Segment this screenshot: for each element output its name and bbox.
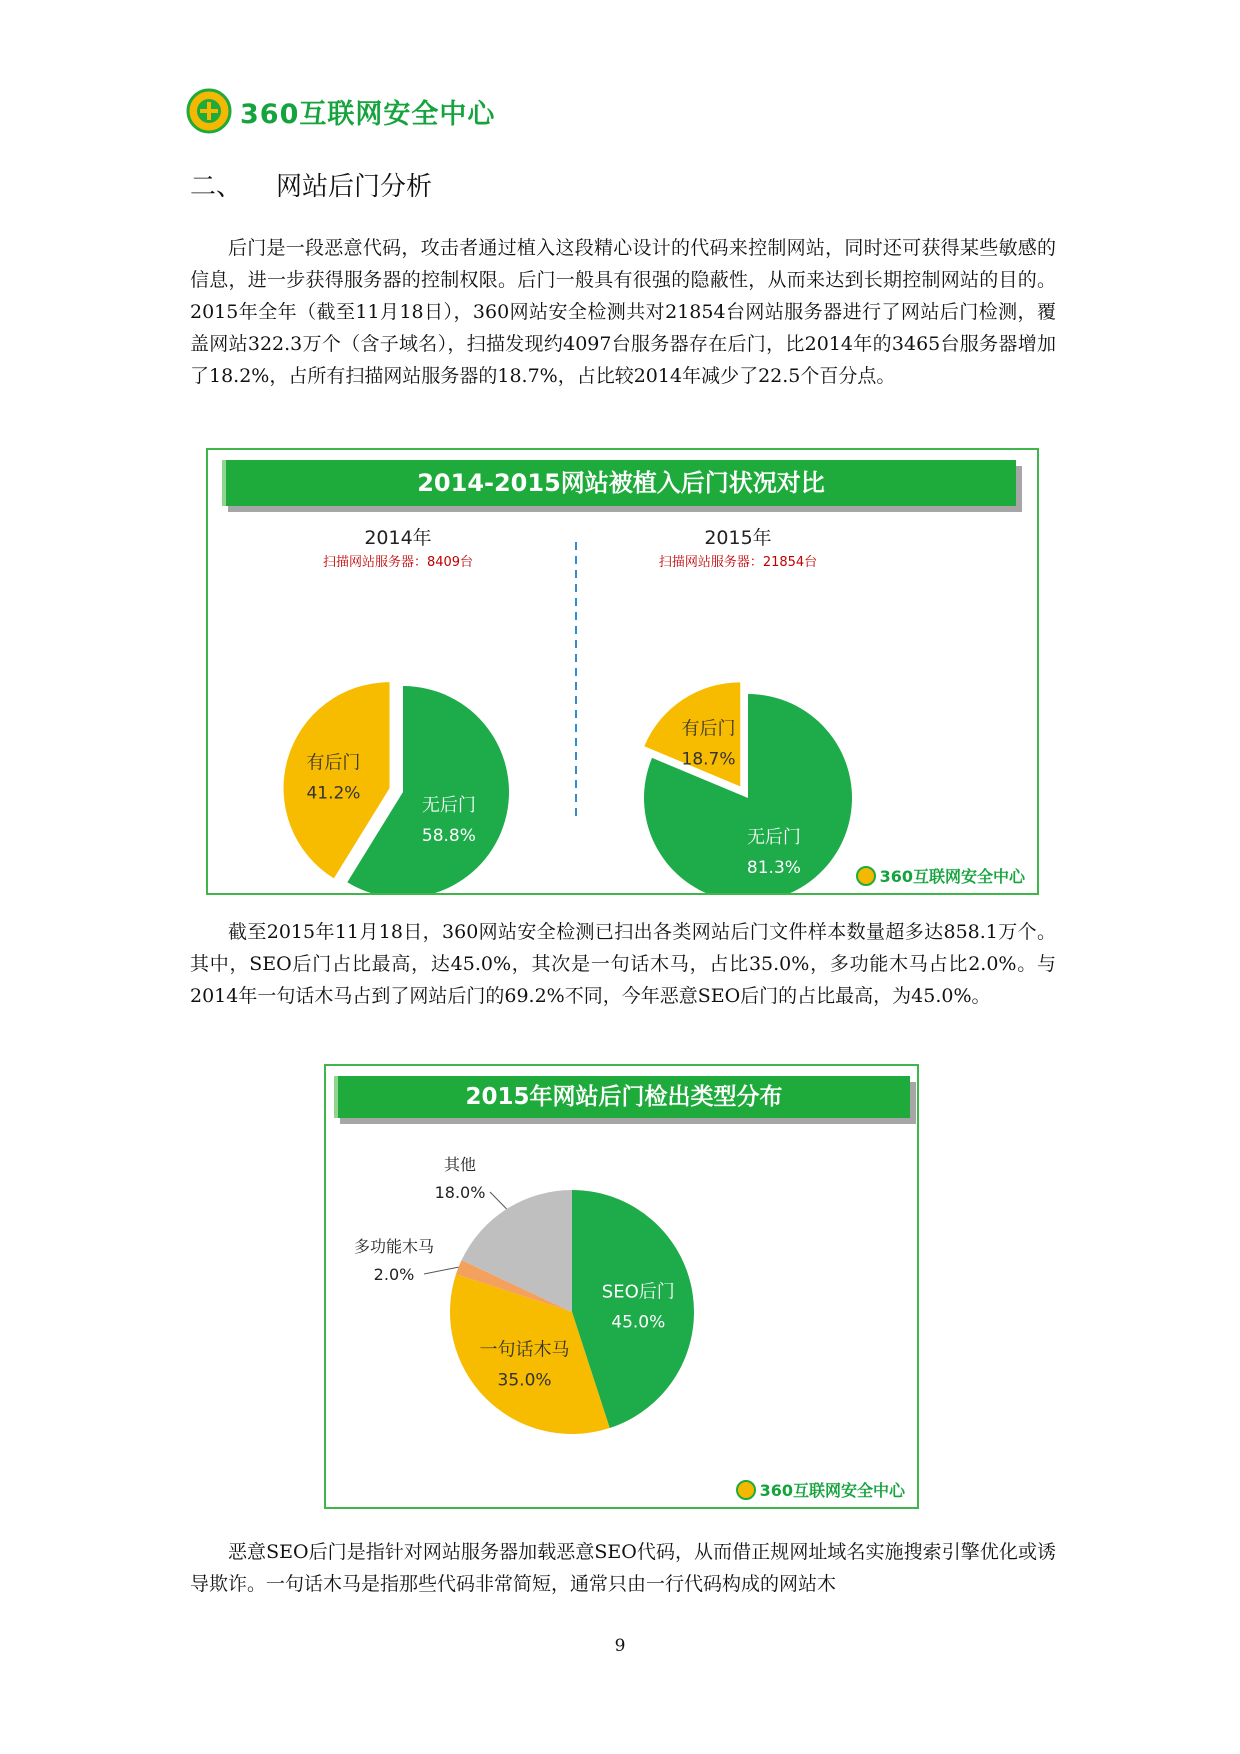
pie-chart-backdoor-types <box>326 1066 917 1507</box>
slice-label: 一句话木马 <box>479 1339 570 1361</box>
section-number: 二、 <box>190 172 243 202</box>
slice-value: 45.0% <box>611 1312 666 1333</box>
leader-line <box>424 1267 459 1274</box>
pie-subtitle: 扫描网站服务器：8409台 <box>322 555 474 570</box>
slice-label: 其他 <box>443 1155 477 1174</box>
pie-charts-2014-2015 <box>208 450 1037 893</box>
section-heading <box>190 166 432 203</box>
pie-title: 2015年 <box>704 527 772 549</box>
slice-label: 有后门 <box>681 718 736 740</box>
watermark-text: 360互联网安全中心 <box>879 867 1025 886</box>
360-watermark-icon <box>736 1480 756 1500</box>
figure-backdoor-comparison <box>206 448 1039 895</box>
pie-1 <box>644 527 852 893</box>
slice-label: 有后门 <box>306 752 361 774</box>
paragraph-samples: 截至2015年11月18日，360网站安全检测已扫出各类网站后门文件样本数量超多达858.1万个。其中，SEO后门占比最高，达45.0%，其次是一句话木马，占比35.0%，多功能木马占比2.0%。与2014年一句话木马占到了网站后门的69.2%不同，今年恶意SEO后门的占比最高，为45.0%。 <box>190 921 1056 1007</box>
watermark-text: 360互联网安全中心 <box>759 1481 905 1500</box>
figure2-watermark <box>736 1478 905 1501</box>
slice-value: 35.0% <box>497 1370 552 1391</box>
pie-title: 2014年 <box>364 527 432 549</box>
page-number: 9 <box>614 1636 626 1656</box>
slice-label: SEO后门 <box>601 1281 675 1303</box>
slice-value: 41.2% <box>306 783 361 804</box>
figure1-watermark <box>856 864 1025 887</box>
slice-value: 58.8% <box>421 826 476 847</box>
figure-backdoor-types <box>324 1064 919 1509</box>
slice-label: 无后门 <box>421 795 476 817</box>
slice-label: 无后门 <box>746 826 801 848</box>
slice-value: 18.7% <box>681 749 736 770</box>
brand-name: 360互联网安全中心 <box>240 98 496 130</box>
slice-value: 81.3% <box>746 857 801 878</box>
paragraph-intro: 后门是一段恶意代码，攻击者通过植入这段精心设计的代码来控制网站，同时还可获得某些敏感的信息，进一步获得服务器的控制权限。后门一般具有很强的隐蔽性，从而来达到长期控制网站的目的。2015年全年（截至11月18日），360网站安全检测共对21854台网站服务器进行了网站后门检测，覆盖网站322.3万个（含子域名），扫描发现约4097台服务器存在后门，比2014年的3465台服务器增加了18.2%，占所有扫描网站服务器的18.7%，占比较2014年减少了22.5个百分点。 <box>190 237 1056 387</box>
pie-0 <box>284 527 509 893</box>
section-title: 网站后门分析 <box>276 172 433 202</box>
360-watermark-icon <box>856 866 876 886</box>
slice-value: 18.0% <box>434 1183 486 1202</box>
pie-subtitle: 扫描网站服务器：21854台 <box>658 555 818 570</box>
slice-label: 多功能木马 <box>353 1237 435 1256</box>
360-logo-icon <box>186 88 232 134</box>
figure1-banner: 2014-2015网站被植入后门状况对比 <box>222 460 1016 506</box>
paragraph-seo-definition: 恶意SEO后门是指针对网站服务器加载恶意SEO代码，从而借正规网址域名实施搜索引擎优化或诱导欺诈。一句话木马是指那些代码非常简短，通常只由一行代码构成的网站木 <box>190 1541 1056 1595</box>
slice-value: 2.0% <box>373 1265 415 1284</box>
page-header <box>186 86 495 136</box>
leader-line <box>490 1192 507 1209</box>
figure2-banner: 2015年网站后门检出类型分布 <box>334 1076 910 1118</box>
